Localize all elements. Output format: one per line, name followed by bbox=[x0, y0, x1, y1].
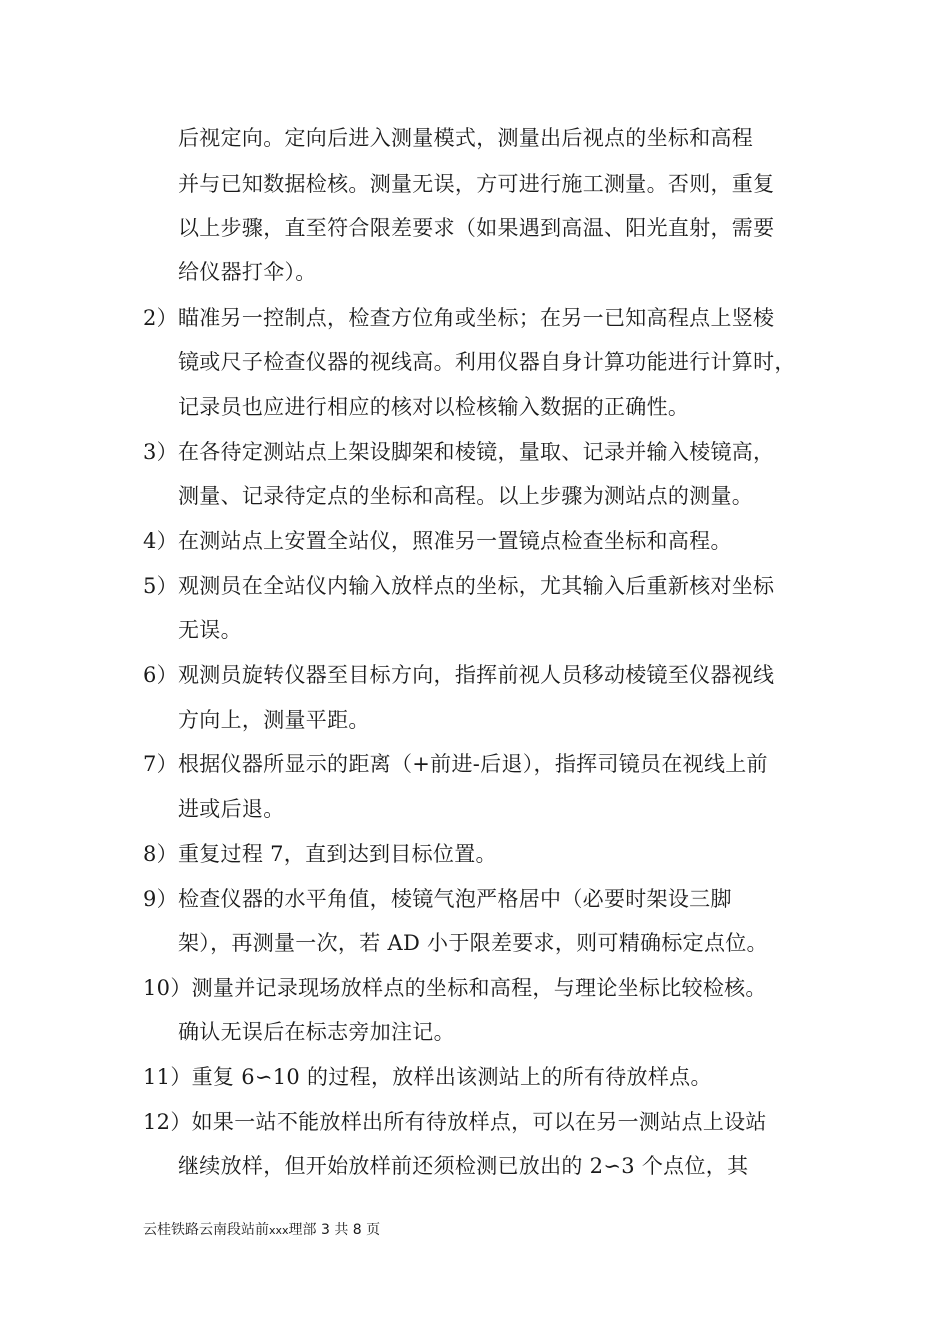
text-line: 后视定向。定向后进入测量模式，测量出后视点的坐标和高程 bbox=[178, 126, 754, 150]
list-item-12: 12）如果一站不能放样出所有待放样点，可以在另一测站点上设站 bbox=[143, 1110, 767, 1134]
text-line: 进或后退。 bbox=[178, 797, 285, 821]
text-line: 以上步骤，直至符合限差要求（如果遇到高温、阳光直射，需要 bbox=[178, 216, 775, 240]
list-item-6: 6）观测员旋转仪器至目标方向，指挥前视人员移动棱镜至仪器视线 bbox=[143, 663, 775, 687]
list-item-4: 4）在测站点上安置全站仪，照准另一置镜点检查坐标和高程。 bbox=[143, 529, 732, 553]
list-item-9: 9）检查仪器的水平角值，棱镜气泡严格居中（必要时架设三脚 bbox=[143, 887, 732, 911]
footer-suffix: 理部 3 共 8 页 bbox=[288, 1222, 381, 1238]
text-line: 架），再测量一次，若 AD 小于限差要求，则可精确标定点位。 bbox=[178, 931, 768, 955]
text-line: 确认无误后在标志旁加注记。 bbox=[178, 1020, 455, 1044]
list-item-11: 11）重复 6∽10 的过程，放样出该测站上的所有待放样点。 bbox=[143, 1065, 712, 1089]
footer-prefix: 云桂铁路云南段站前 bbox=[143, 1222, 269, 1238]
text-line: 记录员也应进行相应的核对以检核输入数据的正确性。 bbox=[178, 395, 690, 419]
text-line: 给仪器打伞）。 bbox=[178, 260, 317, 284]
text-line: 继续放样，但开始放样前还须检测已放出的 2∽3 个点位，其 bbox=[178, 1154, 749, 1178]
text-line: 无误。 bbox=[178, 618, 242, 642]
text-line: 方向上，测量平距。 bbox=[178, 708, 370, 732]
text-line: 镜或尺子检查仪器的视线高。利用仪器自身计算功能进行计算时， bbox=[178, 350, 796, 374]
text-line: 测量、记录待定点的坐标和高程。以上步骤为测站点的测量。 bbox=[178, 484, 754, 508]
list-item-10: 10）测量并记录现场放样点的坐标和高程，与理论坐标比较检核。 bbox=[143, 976, 767, 1000]
list-item-2: 2）瞄准另一控制点，检查方位角或坐标；在另一已知高程点上竖棱 bbox=[143, 306, 775, 330]
list-item-3: 3）在各待定测站点上架设脚架和棱镜，量取、记录并输入棱镜高， bbox=[143, 440, 775, 464]
text-line: 并与已知数据检核。测量无误，方可进行施工测量。否则，重复 bbox=[178, 172, 775, 196]
page-footer bbox=[143, 1221, 380, 1240]
list-item-8: 8）重复过程 7，直到达到目标位置。 bbox=[143, 842, 497, 866]
list-item-5: 5）观测员在全站仪内输入放样点的坐标，尤其输入后重新核对坐标 bbox=[143, 574, 775, 598]
footer-small: xxx bbox=[269, 1224, 289, 1237]
list-item-7: 7）根据仪器所显示的距离（+前进-后退），指挥司镜员在视线上前 bbox=[143, 752, 768, 776]
